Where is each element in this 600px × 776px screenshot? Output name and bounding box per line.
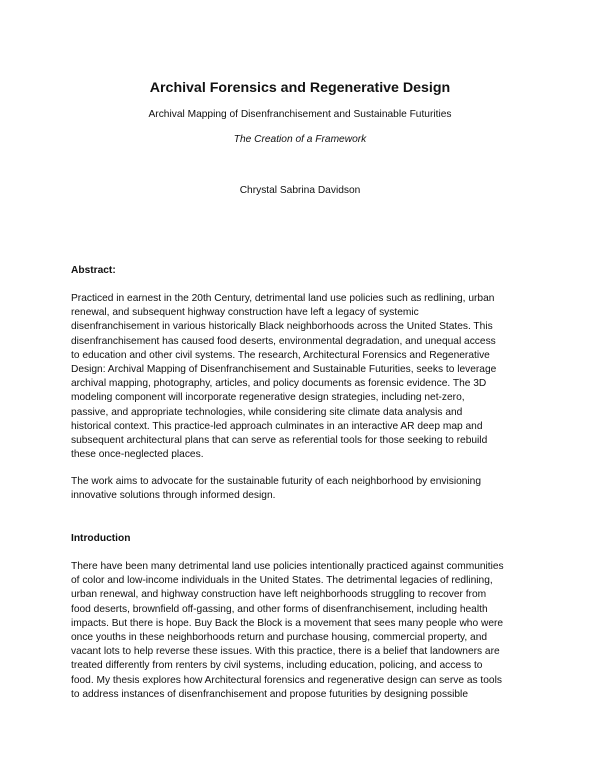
introduction-paragraph [71, 560, 533, 702]
abstract-heading: Abstract: [71, 265, 116, 276]
abstract-line: renewal, and subsequent highway construction have left a legacy of systemic [71, 307, 419, 319]
abstract-line: The work aims to advocate for the sustainable futurity of each neighborhood by envisioning [71, 476, 482, 487]
abstract-line: historical context. This practice-led approach culminates in an interactive AR deep map and [71, 420, 483, 432]
abstract-line: Design: Archival Mapping of Disenfranchisement and Sustainable Futurities, seeks to leverage [71, 364, 497, 376]
abstract-line: passive, and appropriate technologies, while considering site climate data analysis and [71, 406, 463, 418]
abstract-line: these once-neglected places. [71, 449, 204, 461]
introduction-line: There have been many detrimental land use policies intentionally practiced against communities [71, 561, 504, 572]
abstract-line: modeling component will incorporate regenerative design strategies, including net-zero, [71, 392, 465, 404]
introduction-line: of color and low-income individuals in the United States. The detrimental legacies of redlining, [71, 575, 493, 587]
introduction-line: impacts. But there is hope. Buy Back the Block is a movement that sees many people who were [71, 617, 504, 629]
abstract-line: to education and other civil systems. The research, Architectural Forensics and Regenerative [71, 349, 490, 361]
abstract-paragraph-1 [71, 292, 533, 462]
abstract-line: innovative solutions through informed design. [71, 490, 276, 502]
abstract-line: subsequent architectural plans that can serve as referential tools for those seeking to rebuild [71, 435, 488, 447]
document-title: Archival Forensics and Regenerative Design [149, 80, 451, 96]
introduction-line: food. My thesis explores how Architectural forensics and regenerative design can serve as tools [71, 674, 502, 686]
introduction-line: vacant lots to help reverse these issues. With this practice, there is a belief that landowners are [71, 646, 500, 658]
introduction-line: once youths in these neighborhoods return and purchase housing, commercial property, and [71, 632, 488, 644]
abstract-line: disenfranchisement has caused food deserts, environmental degradation, and unequal access [71, 335, 496, 347]
introduction-line: to address instances of disenfranchisement and propose futurities by designing possible [71, 688, 468, 700]
introduction-line: food deserts, brownfield off-gassing, and other forms of disenfranchisement, including health [71, 603, 488, 615]
author-name: Chrystal Sabrina Davidson [239, 185, 361, 196]
introduction-line: treated differently from renters by civil systems, including education, policing, and access to [71, 660, 483, 672]
introduction-line: urban renewal, and highway construction have left neighborhoods struggling to recover from [71, 589, 487, 601]
document-subsubtitle: The Creation of a Framework [233, 134, 367, 145]
abstract-paragraph-2 [71, 475, 533, 503]
abstract-line: Practiced in earnest in the 20th Century, detrimental land use policies such as redlining, urban [71, 293, 495, 304]
abstract-line: archival mapping, photography, articles, and policy documents as forensic evidence. The 3D [71, 378, 487, 390]
introduction-heading: Introduction [71, 533, 131, 544]
document-subtitle: Archival Mapping of Disenfranchisement and Sustainable Futurities [148, 109, 452, 120]
abstract-line: disenfranchisement in various historically Black neighborhoods across the United States. This [71, 321, 493, 333]
